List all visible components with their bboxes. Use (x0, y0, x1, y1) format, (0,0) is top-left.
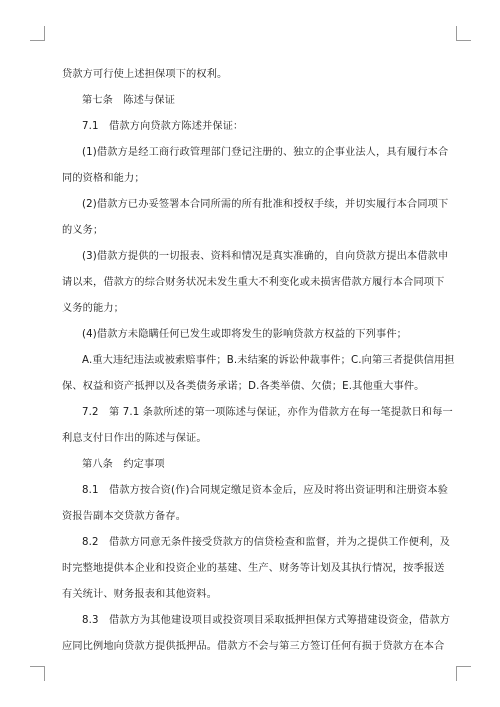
text-line: 保、权益和资产抵押以及各类债务承诺；D.各类举债、欠债；E.其他重大事件。 (62, 381, 425, 392)
text-line: 的义务； (62, 225, 104, 236)
text-line: 利息支付日作出的陈述与保证。 (62, 433, 207, 444)
crop-mark-bottom-right (456, 666, 471, 681)
text-line: 8.2 借款方同意无条件接受贷款方的信贷检查和监督，并为之提供工作便利，及 (82, 537, 451, 548)
text-line: 7.1 借款方向贷款方陈述并保证： (82, 121, 244, 132)
text-line: 义务的能力； (62, 303, 125, 314)
text-line: 资报告副本交贷款方备存。 (62, 511, 187, 522)
text-line: 有关统计、财务报表和其他资料。 (62, 589, 218, 600)
article-7-heading: 第七条 陈述与保证 (82, 95, 176, 106)
text-line: 7.2 第 7.1 条款所述的第一项陈述与保证，亦作为借款方在每一笔提款日和每一 (82, 407, 453, 418)
text-line: 8.3 借款方为其他建设项目或投资项目采取抵押担保方式筹措建设资金，借款方 (82, 615, 451, 626)
text-line: 8.1 借款方按合资(作)合同规定缴足资本金后，应及时将出资证明和注册资本验 (82, 485, 449, 496)
article-8-heading: 第八条 约定事项 (82, 459, 165, 470)
text-line: 请以来，借款方的综合财务状况未发生重大不利变化或未损害借款方履行本合同项下 (62, 277, 445, 288)
text-line: A.重大违纪违法或被索赔事件；B.未结案的诉讼仲裁事件；C.向第三者提供信用担 (82, 355, 455, 366)
text-line: (3)借款方提供的一切报表、资料和情况是真实准确的，自向贷款方提出本借款申 (82, 251, 449, 262)
text-line: 时完整地提供本企业和投资企业的基建、生产、财务等计划及其执行情况，按季报送 (62, 563, 445, 574)
crop-mark-top-right (456, 26, 471, 41)
text-line: (1)借款方是经工商行政管理部门登记注册的、独立的企事业法人，具有履行本合 (82, 147, 449, 158)
document-page-body (62, 62, 455, 660)
crop-mark-top-left (30, 26, 45, 41)
text-line: (2)借款方已办妥签署本合同所需的所有批准和授权手续，并切实履行本合同项下 (82, 199, 449, 210)
text-line: (4)借款方未隐瞒任何已发生或即将发生的影响贷款方权益的下列事件； (82, 329, 408, 340)
text-line: 同的资格和能力； (62, 173, 145, 184)
text-line: 贷款方可行使上述担保项下的权利。 (62, 69, 228, 80)
crop-mark-bottom-left (30, 666, 45, 681)
text-line: 应同比例地向贷款方提供抵押品。借款方不会与第三方签订任何有损于贷款方在本合 (62, 641, 445, 652)
